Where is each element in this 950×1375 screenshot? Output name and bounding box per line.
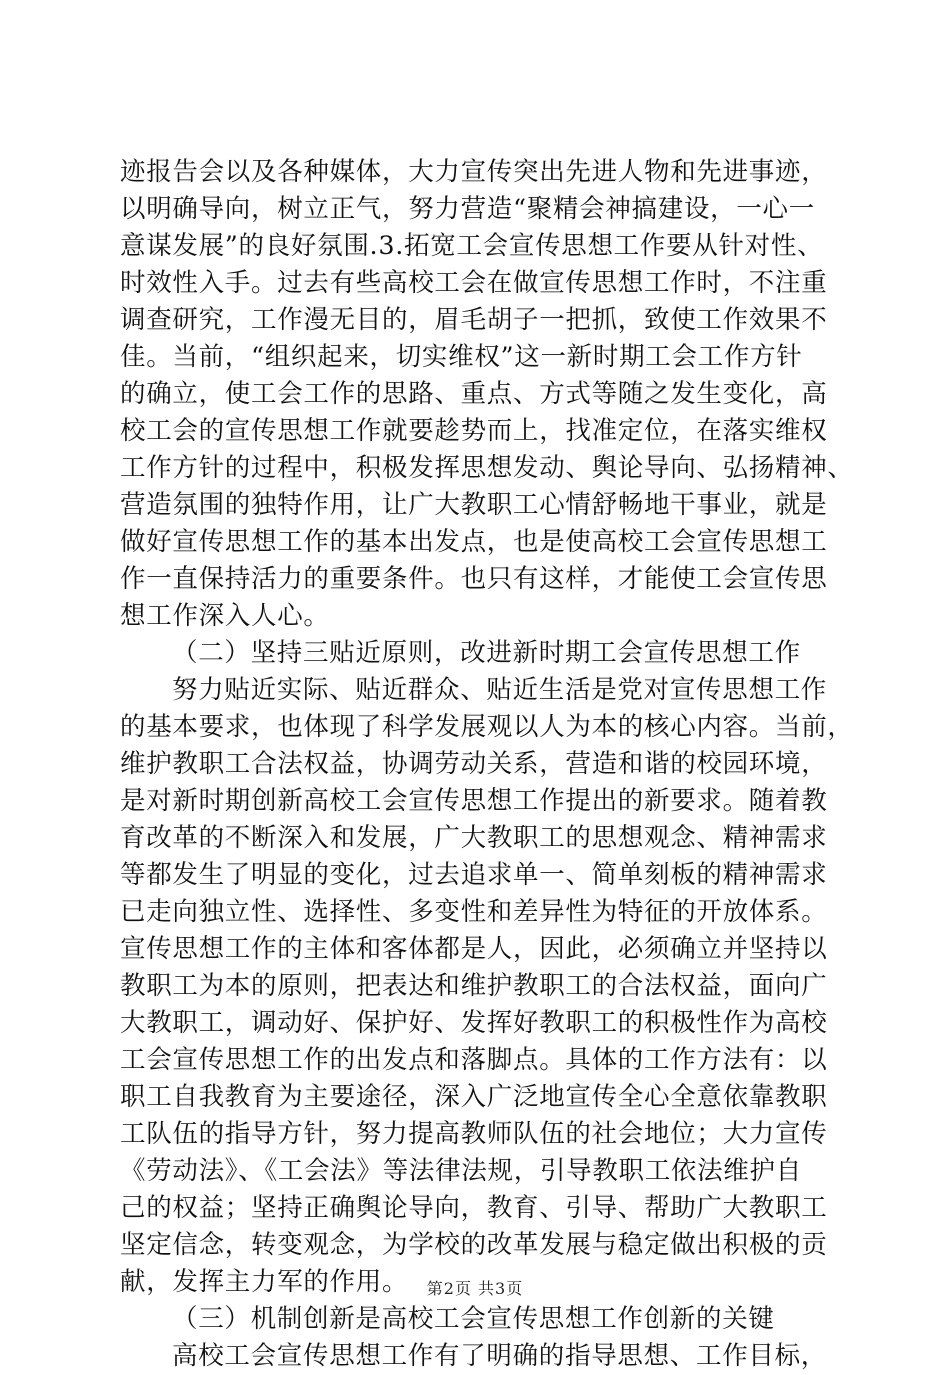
text-line: 意谋发展”的良好氛围.3.拓宽工会宣传思想工作要从针对性、 [120, 231, 824, 261]
document-body [120, 154, 854, 1375]
text-line: 的确立，使工会工作的思路、重点、方式等随之发生变化，高 [120, 379, 828, 409]
text-line: 的基本要求，也体现了科学发展观以人为本的核心内容。当前， [120, 712, 854, 742]
section-heading: （三）机制创新是高校工会宣传思想工作创新的关键 [172, 1304, 775, 1334]
text-line: 努力贴近实际、贴近群众、贴近生活是党对宣传思想工作 [172, 675, 828, 705]
text-line: 职工自我教育为主要途径，深入广泛地宣传全心全意依靠教职 [120, 1082, 828, 1112]
page-number-footer: 第2页 共3页 [426, 1279, 524, 1298]
text-line: 做好宣传思想工作的基本出发点，也是使高校工会宣传思想工 [120, 527, 828, 557]
text-line: 校工会的宣传思想工作就要趁势而上，找准定位，在落实维权 [120, 416, 828, 446]
text-line: 工作方针的过程中，积极发挥思想发动、舆论导向、弘扬精神、 [120, 453, 854, 483]
section-heading: （二）坚持三贴近原则，改进新时期工会宣传思想工作 [172, 638, 801, 668]
text-line: 教职工为本的原则，把表达和维护教职工的合法权益，面向广 [120, 971, 828, 1001]
text-line: 高校工会宣传思想工作有了明确的指导思想、工作目标， [172, 1341, 828, 1371]
text-line: 是对新时期创新高校工会宣传思想工作提出的新要求。随着教 [120, 786, 828, 816]
text-line: 想工作深入人心。 [120, 601, 330, 631]
text-line: 作一直保持活力的重要条件。也只有这样，才能使工会宣传思 [120, 564, 828, 594]
text-line: 大教职工，调动好、保护好、发挥好教职工的积极性作为高校 [120, 1008, 828, 1038]
text-line: 《劳动法》、《工会法》等法律法规，引导教职工依法维护自 [120, 1156, 802, 1186]
text-line: 工队伍的指导方针，努力提高教师队伍的社会地位；大力宣传 [120, 1119, 828, 1149]
text-line: 坚定信念，转变观念，为学校的改革发展与稳定做出积极的贡 [120, 1230, 828, 1260]
text-line: 以明确导向，树立正气，努力营造“聚精会神搞建设，一心一 [120, 194, 815, 224]
text-line: 献，发挥主力军的作用。 [120, 1267, 409, 1297]
text-line: 营造氛围的独特作用，让广大教职工心情舒畅地干事业，就是 [120, 490, 828, 520]
text-line: 工会宣传思想工作的出发点和落脚点。具体的工作方法有：以 [120, 1045, 828, 1075]
text-line: 调查研究，工作漫无目的，眉毛胡子一把抓，致使工作效果不 [120, 305, 828, 335]
text-line: 迹报告会以及各种媒体，大力宣传突出先进人物和先进事迹， [120, 157, 828, 187]
text-line: 育改革的不断深入和发展，广大教职工的思想观念、精神需求 [120, 823, 828, 853]
text-line: 佳。当前，“组织起来，切实维权”这一新时期工会工作方针 [120, 342, 803, 372]
text-line: 已走向独立性、选择性、多变性和差异性为特征的开放体系。 [120, 897, 828, 927]
text-line: 宣传思想工作的主体和客体都是人，因此，必须确立并坚持以 [120, 934, 828, 964]
text-line: 时效性入手。过去有些高校工会在做宣传思想工作时，不注重 [120, 268, 828, 298]
text-line: 等都发生了明显的变化，过去追求单一、简单刻板的精神需求 [120, 860, 828, 890]
text-line: 己的权益；坚持正确舆论导向，教育、引导、帮助广大教职工 [120, 1193, 828, 1223]
text-line: 维护教职工合法权益，协调劳动关系，营造和谐的校园环境， [120, 749, 828, 779]
